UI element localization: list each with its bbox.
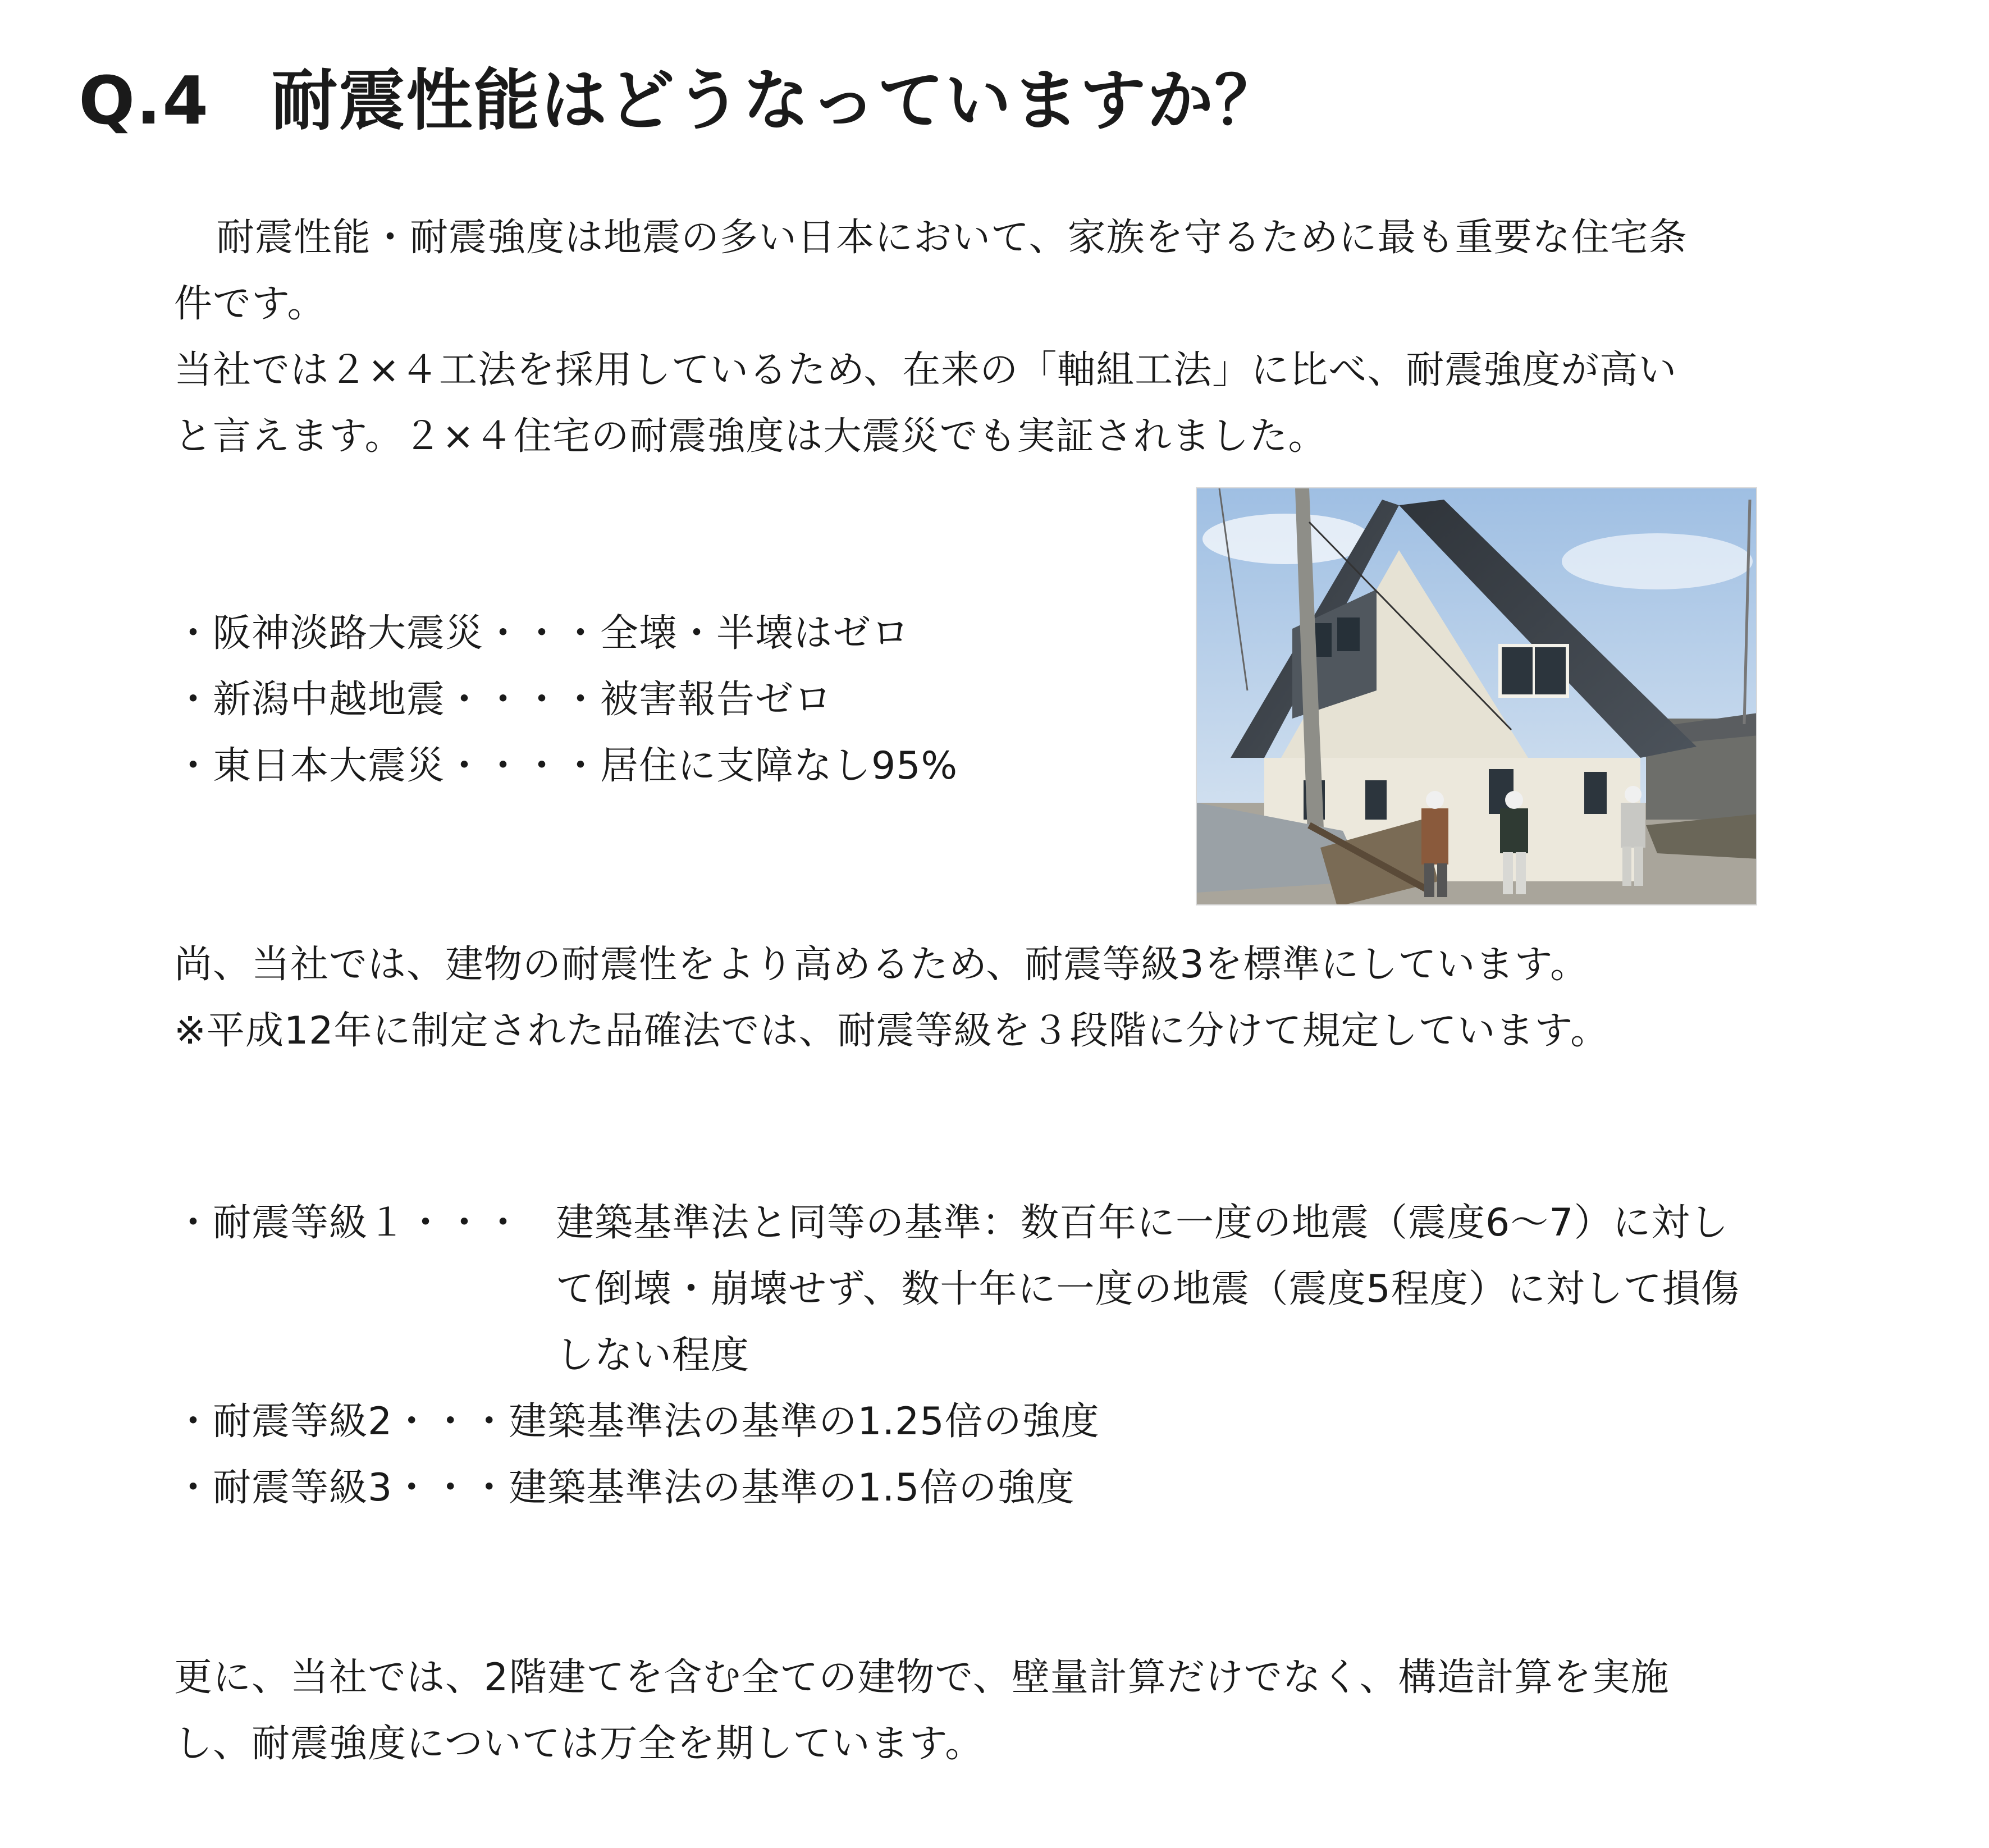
- closing-line: 更に、当社では、2階建てを含む全ての建物で、壁量計算だけでなく、構造計算を実施: [174, 1655, 1670, 1700]
- closing-paragraph: [174, 1645, 1670, 1777]
- question-text: 耐震性能はどうなっていますか？: [271, 62, 1282, 139]
- list-item: ・耐震等級3・・・建築基準法の基準の1.5倍の強度: [174, 1466, 1075, 1510]
- list-item: ・東日本大震災・・・・居住に支障なし95%: [174, 744, 958, 788]
- note-line: 尚、当社では、建物の耐震性をより高めるため、耐震等級3を標準にしています。: [174, 943, 1589, 987]
- house-photo: [1196, 487, 1757, 905]
- intro-paragraph: [174, 205, 1688, 470]
- list-item: ・耐震等級2・・・建築基準法の基準の1.25倍の強度: [174, 1399, 1100, 1444]
- grade-description-line: て倒壊・崩壊せず、数十年に一度の地震（震度5程度）に対して損傷: [556, 1267, 1740, 1311]
- intro-line: 当社では２×４工法を採用しているため、在来の「軸組工法」に比べ、耐震強度が高い: [174, 348, 1677, 392]
- page-title: [79, 62, 1282, 139]
- list-item: ・新潟中越地震・・・・被害報告ゼロ: [174, 678, 833, 722]
- closing-line: し、耐震強度については万全を期しています。: [174, 1722, 984, 1766]
- grade-list: [174, 1190, 1740, 1521]
- intro-line: 耐震性能・耐震強度は地震の多い日本において、家族を守るために最も重要な住宅条: [216, 216, 1688, 260]
- list-item: ・阪神淡路大震災・・・全壊・半壊はゼロ: [174, 611, 911, 656]
- intro-line: 件です。: [174, 282, 326, 326]
- note-line: ※平成12年に制定された品確法では、耐震等級を３段階に分けて規定しています。: [174, 1009, 1610, 1053]
- grade-description-line: 建築基準法と同等の基準：数百年に一度の地震（震度6〜7）に対し: [556, 1201, 1729, 1245]
- note-paragraph: [174, 932, 1609, 1064]
- grade-description: [556, 1190, 1740, 1389]
- grade-label: ・耐震等級１・・・: [174, 1201, 523, 1245]
- intro-line: と言えます。２×４住宅の耐震強度は大震災でも実証されました。: [174, 414, 1327, 459]
- list-item: [174, 1190, 1740, 1389]
- grade-description-line: しない程度: [556, 1333, 750, 1378]
- earthquake-list: [174, 601, 958, 799]
- question-number: Q.4: [79, 62, 210, 139]
